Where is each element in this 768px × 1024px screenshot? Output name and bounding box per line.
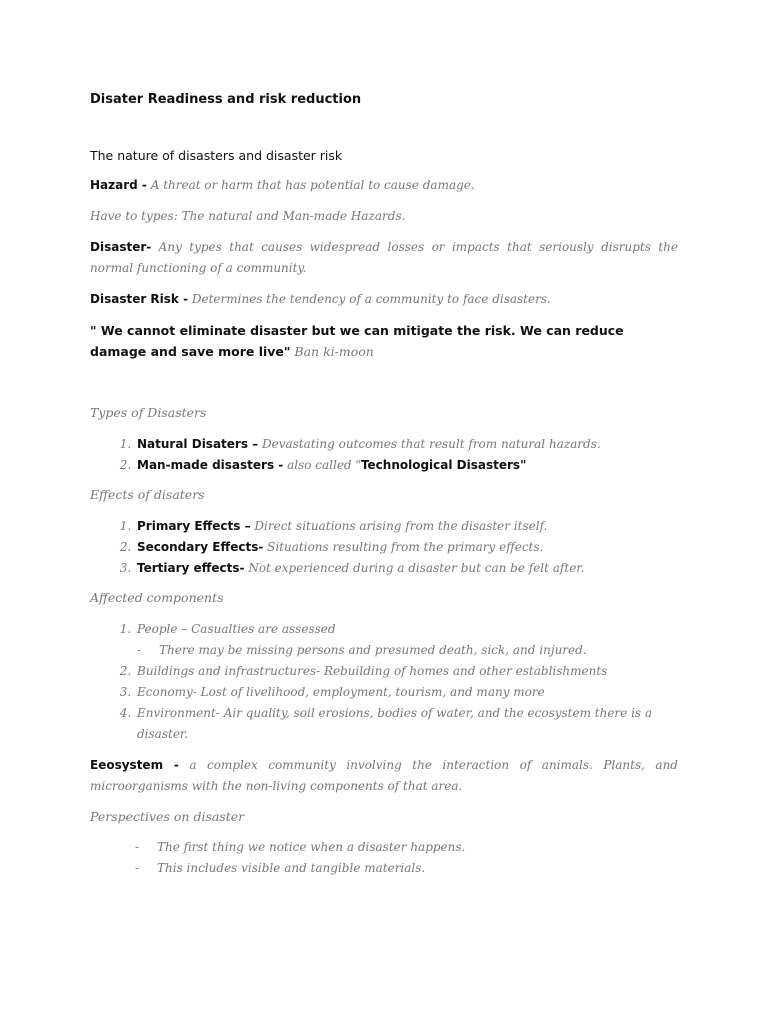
item-extra: Technological Disasters" bbox=[360, 458, 527, 472]
effects-heading: Effects of disaters bbox=[90, 487, 205, 502]
quote-text: " We cannot eliminate disaster but we can mitigate the risk. We can reduce damage and save more live" bbox=[90, 323, 624, 359]
item-text: Buildings and infrastructures- Rebuilding of homes and other establishments bbox=[137, 664, 608, 678]
ecosystem-label: Eeosystem - bbox=[90, 758, 179, 772]
item-text: Devastating outcomes that result from natural hazards. bbox=[261, 437, 601, 451]
item-text: Environment- Air quality, soil erosions, bodies of water, and the ecosystem there is a disaster. bbox=[137, 706, 653, 741]
list-item bbox=[135, 434, 678, 455]
list-item: - The first thing we notice when a disaster happens. bbox=[135, 837, 678, 858]
item-label: Tertiary effects- bbox=[137, 561, 245, 575]
disaster-definition bbox=[90, 237, 678, 279]
list-item: - This includes visible and tangible materials. bbox=[135, 858, 678, 879]
list-item bbox=[135, 558, 678, 579]
list-item bbox=[135, 703, 678, 745]
list-item bbox=[135, 619, 678, 661]
item-label: Man-made disasters - bbox=[137, 458, 284, 472]
types-list bbox=[90, 434, 678, 476]
item-text: also called " bbox=[287, 458, 361, 472]
hazard-label: Hazard - bbox=[90, 178, 147, 192]
list-item bbox=[135, 682, 678, 703]
item-text: Situations resulting from the primary effects. bbox=[267, 540, 544, 554]
item-text: Economy- Lost of livelihood, employment, tourism, and many more bbox=[137, 685, 545, 699]
sub-list-item: - There may be missing persons and presumed death, sick, and injured. bbox=[137, 640, 678, 661]
quote-author: Ban ki-moon bbox=[294, 344, 374, 359]
hazard-text: A threat or harm that has potential to cause damage. bbox=[150, 178, 475, 192]
components-heading: Affected components bbox=[90, 590, 224, 605]
effects-list bbox=[90, 516, 678, 579]
list-item bbox=[135, 661, 678, 682]
hazard-definition bbox=[90, 175, 678, 196]
item-text: Not experienced during a disaster but can be felt after. bbox=[248, 561, 585, 575]
two-types-text: Have to types: The natural and Man-made Hazards. bbox=[90, 209, 406, 223]
ecosystem-definition bbox=[90, 755, 678, 797]
components-list bbox=[90, 619, 678, 745]
disaster-text: Any types that causes widespread losses or impacts that seriously disrupts the normal functioning of a community. bbox=[90, 240, 678, 275]
disaster-risk-definition bbox=[90, 289, 678, 310]
ecosystem-text: a complex community involving the interaction of animals. Plants, and microorganisms with the non-living components of that area. bbox=[90, 758, 678, 793]
list-item bbox=[135, 455, 678, 476]
item-text: Direct situations arising from the disaster itself. bbox=[254, 519, 548, 533]
quote-block bbox=[90, 320, 678, 362]
document-title: Disater Readiness and risk reduction bbox=[90, 92, 362, 107]
disaster-risk-text: Determines the tendency of a community to face disasters. bbox=[191, 292, 551, 306]
section-subtitle: The nature of disasters and disaster risk bbox=[90, 148, 343, 163]
sub-list bbox=[137, 640, 678, 661]
perspectives-list bbox=[135, 837, 678, 879]
types-heading: Types of Disasters bbox=[90, 405, 207, 420]
item-text: People – Casualties are assessed bbox=[137, 622, 336, 636]
item-label: Natural Disaters – bbox=[137, 437, 259, 451]
list-item bbox=[135, 537, 678, 558]
perspectives-heading: Perspectives on disaster bbox=[90, 809, 245, 824]
disaster-risk-label: Disaster Risk - bbox=[90, 292, 189, 306]
list-item bbox=[135, 516, 678, 537]
item-label: Primary Effects – bbox=[137, 519, 251, 533]
item-label: Secondary Effects- bbox=[137, 540, 264, 554]
disaster-label: Disaster- bbox=[90, 240, 152, 254]
